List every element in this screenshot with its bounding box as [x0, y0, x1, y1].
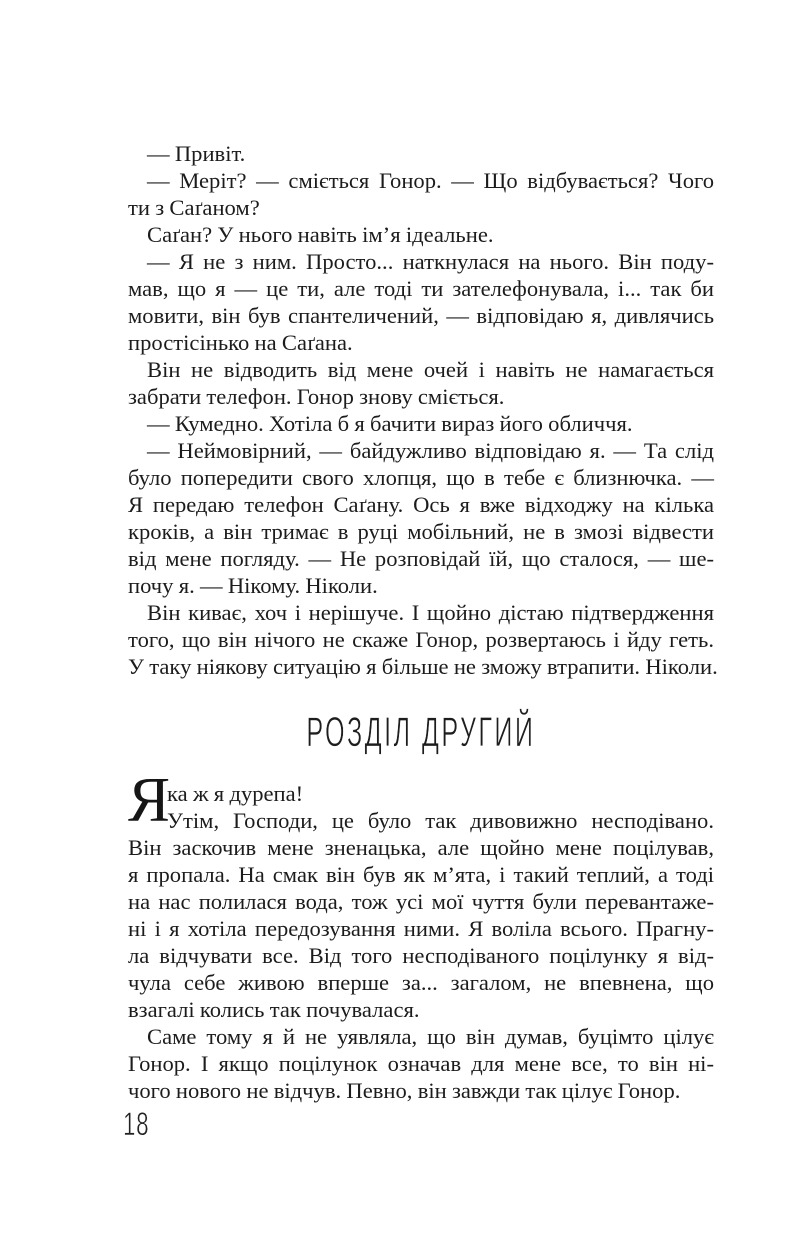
text-line: чого нового не відчув. Певно, він завжди так цілує Гонор. [128, 1078, 681, 1103]
text-line: почу я. — Нікому. Ніколи. [128, 573, 378, 598]
page-text-section-1 [128, 140, 718, 680]
chapter-heading-text: РОЗДІЛ ДРУГИЙ [306, 708, 536, 755]
text-line: мовити, він був спантеличений, — відповідаю я, дивлячись [128, 303, 714, 328]
text-line: — Кумедно. Хотіла б я бачити вираз його обличчя. [147, 411, 633, 436]
chapter-heading [128, 708, 714, 756]
text-line: — Неймовірний, — байдужливо відповідаю я. — Та слід [147, 438, 714, 463]
text-line: Саме тому я й не уявляла, що він думав, буцімто цілує [147, 1024, 714, 1049]
text-line: ка ж я дурепа! [167, 781, 304, 806]
text-line: Гонор. І якщо поцілунок означав для мене все, то він ні- [128, 1051, 714, 1076]
text-line: Я передаю телефон Саґану. Ось я вже відходжу на кілька [128, 492, 714, 517]
text-line: Утім, Господи, це було так дивовижно несподівано. [167, 808, 714, 833]
text-line: взагалі колись так почувалася. [128, 997, 420, 1022]
chapter-body-section [128, 765, 714, 1104]
text-line: я пропала. На смак він був як м’ята, і такий теплий, а тоді [128, 862, 714, 887]
text-line: ла відчувати все. Від того несподіваного поцілунку я від- [128, 943, 714, 968]
text-line: ти з Саґаном? [128, 195, 260, 220]
text-line: Саґан? У нього навіть ім’я ідеальне. [147, 222, 494, 247]
text-line: від мене погляду. — Не розповідай їй, що сталося, — ше- [128, 546, 714, 571]
drop-cap: Я [128, 765, 171, 835]
text-line: кроків, а він тримає в руці мобільний, не в змозі відвести [128, 519, 714, 544]
text-line: мав, що я — це ти, але тоді ти зателефонувала, і... так би [128, 276, 714, 301]
text-line: ні і я хотіла передозування ними. Я воліла всього. Прагну- [128, 916, 714, 941]
text-line: забрати телефон. Гонор знову сміється. [128, 384, 505, 409]
text-line: У таку ніякову ситуацію я більше не зможу втрапити. Ніколи. [128, 654, 718, 679]
page-number: 18 [123, 1106, 150, 1142]
text-line: було попередити свого хлопця, що в тебе є близнючка. — [128, 465, 714, 490]
text-line: — Привіт. [147, 141, 246, 166]
text-line: простісінько на Саґана. [128, 330, 353, 355]
text-line: Він не відводить від мене очей і навіть не намагається [147, 357, 714, 382]
text-line: того, що він нічого не скаже Гонор, розвертаюсь і йду геть. [128, 627, 714, 652]
text-line: — Меріт? — сміється Гонор. — Що відбувається? Чого [147, 168, 714, 193]
text-line: на нас полилася вода, тож усі мої чуття були перевантаже- [128, 889, 714, 914]
text-line: Він киває, хоч і нерішуче. І щойно дістаю підтвердження [147, 600, 714, 625]
text-line: Він заскочив мене зненацька, але щойно мене поцілував, [128, 835, 714, 860]
text-line: — Я не з ним. Просто... наткнулася на нього. Він поду- [147, 249, 714, 274]
text-line: чула себе живою вперше за... загалом, не впевнена, що [128, 970, 714, 995]
